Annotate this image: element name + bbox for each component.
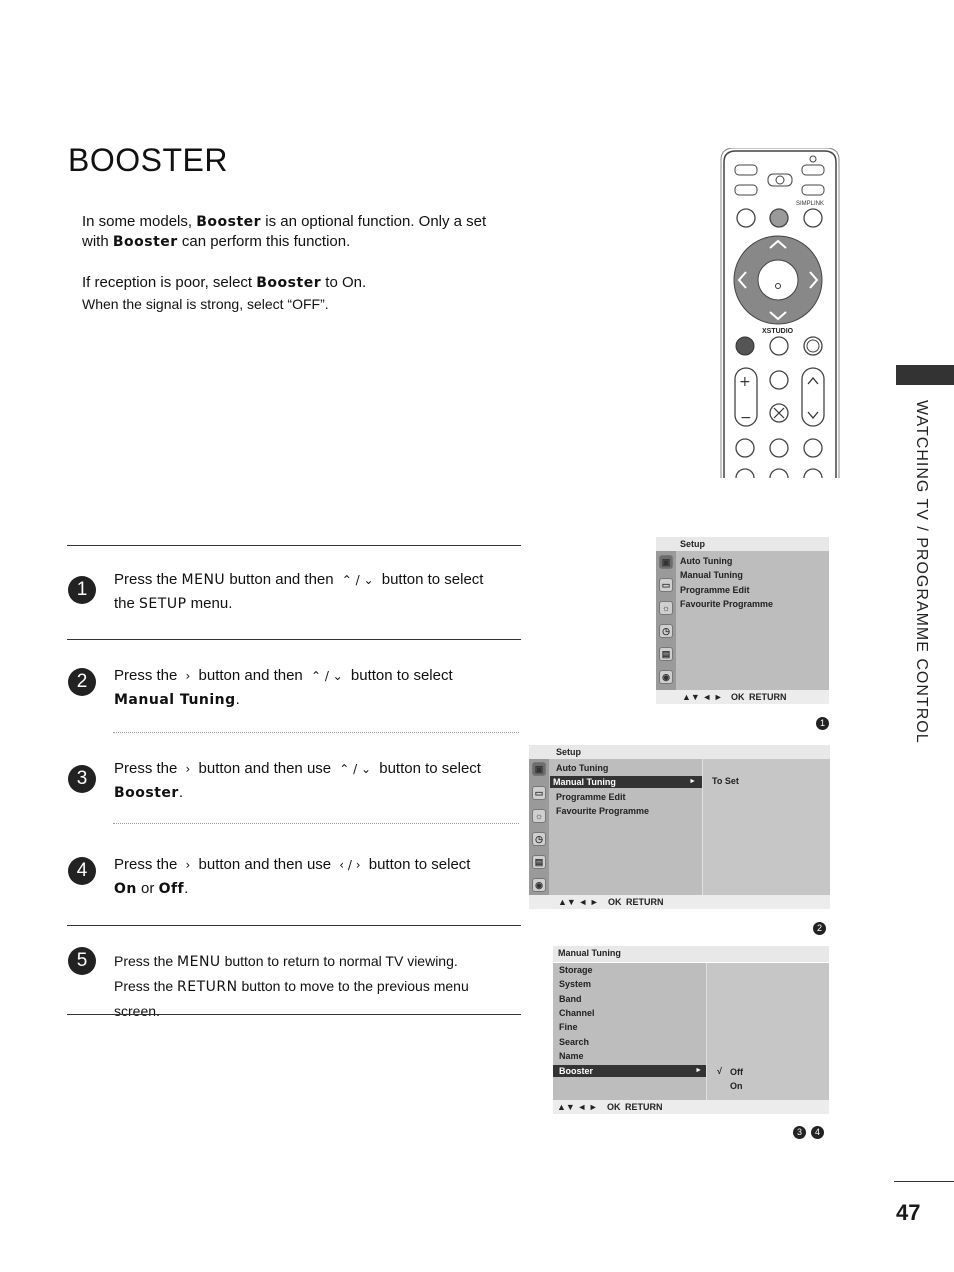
menu-icon-column (529, 759, 549, 895)
menu-item: Favourite Programme (680, 599, 774, 609)
page-number: 47 (896, 1200, 921, 1225)
step-number-5: 5 (68, 947, 96, 975)
menu-item: Favourite Programme (556, 806, 650, 816)
option-on: On (730, 1081, 743, 1091)
screen-badge-1: 1 (816, 717, 829, 730)
menu-item-selected: Manual Tuning ► (550, 776, 702, 788)
step-number-4: 4 (68, 857, 96, 885)
step-2-text: Press the › button and then ⌃ / ⌄ button to select Manual Tuning. (114, 667, 453, 708)
step-1-text: Press the MENU button and then ⌃ / ⌄ button to select the SETUP menu. (114, 571, 484, 612)
step-number-1: 1 (68, 576, 96, 604)
lock-icon: ◉ (659, 670, 673, 684)
screen-badge-4: 4 (811, 1126, 824, 1139)
setup-icon: ▣ (659, 555, 673, 569)
time-icon: ◷ (532, 832, 546, 846)
divider (67, 925, 521, 926)
menu-title: Setup (556, 747, 582, 757)
dotted-divider (113, 732, 519, 733)
submenu-panel (706, 963, 829, 1100)
menu-item: Programme Edit (680, 585, 750, 595)
divider (67, 639, 521, 640)
check-mark-icon: √ (717, 1066, 722, 1076)
audio-icon: ☼ (659, 601, 673, 615)
picture-icon: ▭ (659, 578, 673, 592)
screen-badge-3: 3 (793, 1126, 806, 1139)
menu-item: Band (559, 994, 582, 1004)
section-tab-marker (896, 365, 954, 385)
step-number-3: 3 (68, 765, 96, 793)
menu-item: Fine (559, 1022, 578, 1032)
step-number-2: 2 (68, 668, 96, 696)
step-3-text: Press the › button and then use ⌃ / ⌄ button to select Booster. (114, 760, 481, 801)
menu-footer: ▲▼ ◄ ► OK RETURN (656, 690, 829, 704)
audio-icon: ☼ (532, 809, 546, 823)
menu-item: Channel (559, 1008, 595, 1018)
menu-item: Manual Tuning (680, 570, 743, 580)
lock-icon: ◉ (532, 878, 546, 892)
menu-item: Programme Edit (556, 792, 626, 802)
time-icon: ◷ (659, 624, 673, 638)
setup-menu-screen-1 (656, 537, 829, 705)
intro-paragraph-3: When the signal is strong, select “OFF”. (82, 296, 329, 312)
menu-item: Name (559, 1051, 584, 1061)
menu-footer: ▲▼ ◄ ► OK RETURN (553, 1100, 829, 1114)
dotted-divider (113, 823, 519, 824)
page-title: BOOSTER (68, 142, 228, 178)
option-icon: ▤ (659, 647, 673, 661)
step-5-text: Press the MENU button to return to normal TV viewing. Press the RETURN button to move to the previous menu screen. (114, 953, 469, 1019)
page-number-rule (894, 1181, 954, 1182)
section-tab-label: WATCHING TV / PROGRAMME CONTROL (913, 400, 930, 744)
menu-item: System (559, 979, 592, 989)
menu-footer: ▲▼ ◄ ► OK RETURN (529, 895, 830, 909)
submenu-arrow-icon: ► (695, 1067, 702, 1074)
svg-text:−: − (740, 410, 752, 426)
simplink-label: SIMPLINK (796, 201, 825, 207)
picture-icon: ▭ (532, 786, 546, 800)
remote-control-illustration (718, 148, 842, 478)
divider (67, 545, 521, 546)
intro-paragraph-1: In some models, Booster is an optional function. Only a set with Booster can perform this function. (82, 213, 487, 250)
submenu-panel (702, 759, 830, 895)
intro-paragraph-2: If reception is poor, select Booster to On. (82, 274, 367, 291)
step-4-text: Press the › button and then use ‹ / › button to select On or Off. (114, 856, 471, 897)
menu-title: Setup (680, 539, 706, 549)
screen-badge-2: 2 (813, 922, 826, 935)
option-icon: ▤ (532, 855, 546, 869)
menu-item: Search (559, 1037, 590, 1047)
menu-item: Auto Tuning (680, 556, 733, 566)
svg-text:+: + (739, 374, 751, 390)
option-off: Off (730, 1067, 743, 1077)
manual-tuning-screen (553, 946, 829, 1114)
menu-icon-column (656, 551, 676, 691)
menu-item-selected: Booster ► (553, 1065, 708, 1077)
submenu-arrow-icon: ► (689, 778, 696, 785)
menu-item: Auto Tuning (556, 763, 609, 773)
menu-title: Manual Tuning (558, 948, 621, 958)
xstudio-label: XSTUDIO (762, 328, 794, 335)
setup-icon: ▣ (532, 762, 546, 776)
divider (67, 1014, 521, 1015)
submenu-hint: To Set (712, 776, 739, 786)
setup-menu-screen-2 (529, 745, 830, 909)
menu-item: Storage (559, 965, 593, 975)
